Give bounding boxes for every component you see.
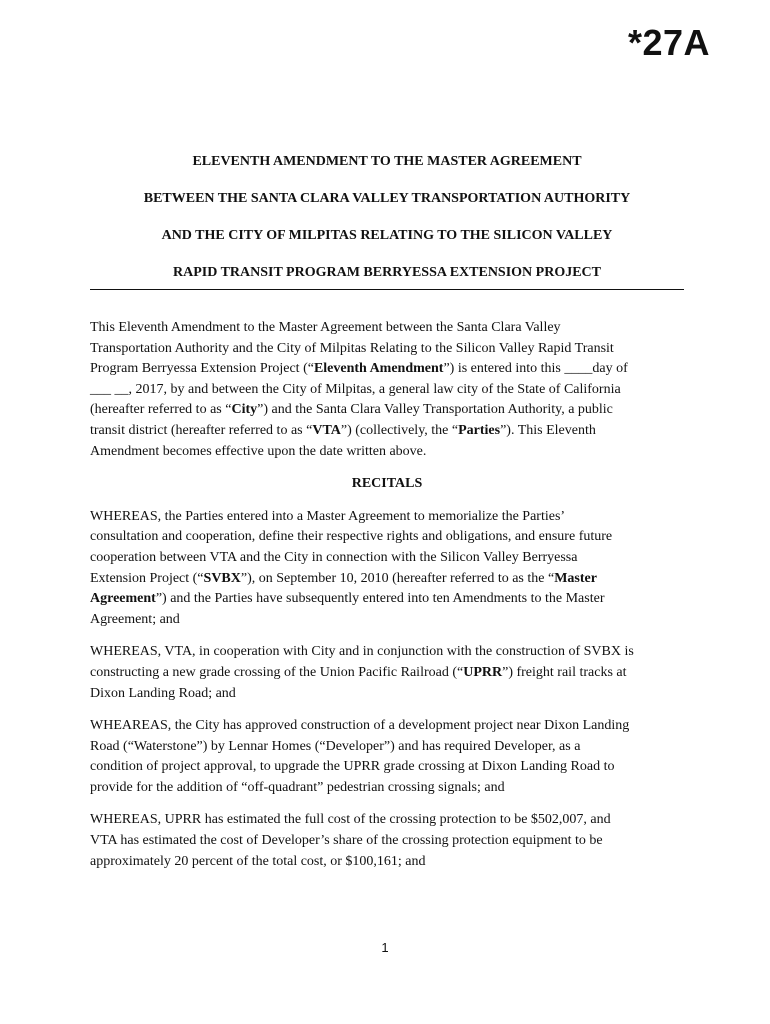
defined-term: SVBX bbox=[203, 570, 241, 586]
text-segment: provide for the addition of “off-quadrant” pedestrian crossing signals; and bbox=[90, 779, 505, 795]
text-segment: WHEREAS, UPRR has estimated the full cost of the crossing protection to be $502,007, and bbox=[90, 812, 611, 828]
text-segment: ___ __, 2017, by and between the City of Milpitas, a general law city of the State of California bbox=[90, 381, 621, 397]
recital-paragraph bbox=[90, 507, 684, 631]
title-line: ELEVENTH AMENDMENT TO THE MASTER AGREEMENT bbox=[192, 154, 582, 169]
text-segment: ”), on September 10, 2010 (hereafter referred to as the “ bbox=[240, 570, 555, 586]
text-line bbox=[90, 852, 684, 873]
defined-term: Master bbox=[554, 570, 597, 586]
text-line bbox=[90, 778, 684, 799]
text-segment: ”) and the Santa Clara Valley Transportation Authority, a public bbox=[257, 402, 613, 418]
document-body bbox=[90, 318, 684, 884]
text-line bbox=[90, 339, 684, 360]
text-segment: ”) and the Parties have subsequently entered into ten Amendments to the Master bbox=[155, 591, 605, 607]
text-segment: ”). This Eleventh bbox=[500, 422, 596, 438]
text-segment: transit district (hereafter referred to as “ bbox=[90, 422, 313, 438]
text-segment: Agreement; and bbox=[90, 611, 180, 627]
text-line bbox=[90, 831, 684, 852]
intro-paragraph bbox=[90, 318, 684, 462]
text-segment: (hereafter referred to as “ bbox=[90, 402, 232, 418]
defined-term: Agreement bbox=[90, 591, 156, 607]
text-line bbox=[90, 642, 684, 663]
text-segment: This Eleventh Amendment to the Master Agreement between the Santa Clara Valley bbox=[90, 320, 561, 335]
text-segment: WHEAREAS, the City has approved construction of a development project near Dixon Landing bbox=[90, 718, 630, 734]
text-line bbox=[90, 380, 684, 401]
text-line bbox=[90, 400, 684, 421]
document-stamp: *27A bbox=[627, 22, 710, 63]
text-line bbox=[90, 716, 684, 737]
defined-term: City bbox=[231, 402, 258, 418]
text-line bbox=[90, 359, 684, 380]
text-segment: Extension Project (“ bbox=[90, 570, 204, 586]
recital-paragraph bbox=[90, 716, 684, 798]
text-line bbox=[90, 757, 684, 778]
text-line bbox=[90, 663, 684, 684]
page-number: 1 bbox=[381, 940, 389, 955]
text-line bbox=[90, 589, 684, 610]
text-line bbox=[90, 507, 684, 528]
text-segment: Program Berryessa Extension Project (“ bbox=[90, 361, 314, 377]
text-segment: consultation and cooperation, define their respective rights and obligations, and ensure future bbox=[90, 529, 613, 545]
text-segment: Dixon Landing Road; and bbox=[90, 685, 236, 701]
text-line bbox=[90, 569, 684, 590]
title-line: RAPID TRANSIT PROGRAM BERRYESSA EXTENSION PROJECT bbox=[172, 265, 601, 280]
text-segment: ”) freight rail tracks at bbox=[502, 664, 627, 680]
title-divider bbox=[90, 289, 684, 290]
text-line bbox=[90, 527, 684, 548]
text-segment: Amendment becomes effective upon the date written above. bbox=[90, 443, 427, 459]
defined-term: VTA bbox=[312, 422, 341, 438]
text-segment: constructing a new grade crossing of the Union Pacific Railroad (“ bbox=[90, 664, 464, 680]
text-line bbox=[90, 610, 684, 631]
defined-term: Parties bbox=[458, 422, 501, 438]
defined-term: Eleventh Amendment bbox=[313, 361, 444, 377]
text-segment: WHEREAS, the Parties entered into a Master Agreement to memorialize the Parties’ bbox=[90, 508, 566, 524]
text-line bbox=[90, 318, 684, 339]
text-segment: Road (“Waterstone”) by Lennar Homes (“Developer”) and has required Developer, as a bbox=[90, 738, 581, 754]
text-segment: WHEREAS, VTA, in cooperation with City and in conjunction with the construction of SVBX is bbox=[90, 644, 634, 660]
defined-term: UPRR bbox=[463, 664, 503, 680]
text-line bbox=[90, 810, 684, 831]
recitals-heading: RECITALS bbox=[351, 476, 423, 492]
text-segment: ”) (collectively, the “ bbox=[340, 422, 459, 438]
text-line bbox=[90, 737, 684, 758]
text-segment: VTA has estimated the cost of Developer’s share of the crossing protection equipment to be bbox=[90, 833, 603, 849]
text-segment: approximately 20 percent of the total cost, or $100,161; and bbox=[90, 853, 426, 869]
text-line bbox=[90, 421, 684, 442]
text-line bbox=[90, 548, 684, 569]
text-line bbox=[90, 684, 684, 705]
text-segment: cooperation between VTA and the City in connection with the Silicon Valley Berryessa bbox=[90, 549, 578, 565]
text-segment: ”) is entered into this ____day of bbox=[443, 361, 628, 377]
text-segment: Transportation Authority and the City of Milpitas Relating to the Silicon Valley Rapid Transit bbox=[90, 340, 614, 356]
text-segment: condition of project approval, to upgrade the UPRR grade crossing at Dixon Landing Road to bbox=[90, 759, 615, 775]
title-line: BETWEEN THE SANTA CLARA VALLEY TRANSPORTATION AUTHORITY bbox=[143, 191, 631, 206]
title-line: AND THE CITY OF MILPITAS RELATING TO THE SILICON VALLEY bbox=[161, 228, 613, 243]
recital-paragraph bbox=[90, 642, 684, 704]
text-line bbox=[90, 442, 684, 463]
recital-paragraph bbox=[90, 810, 684, 872]
document-title bbox=[90, 152, 684, 300]
